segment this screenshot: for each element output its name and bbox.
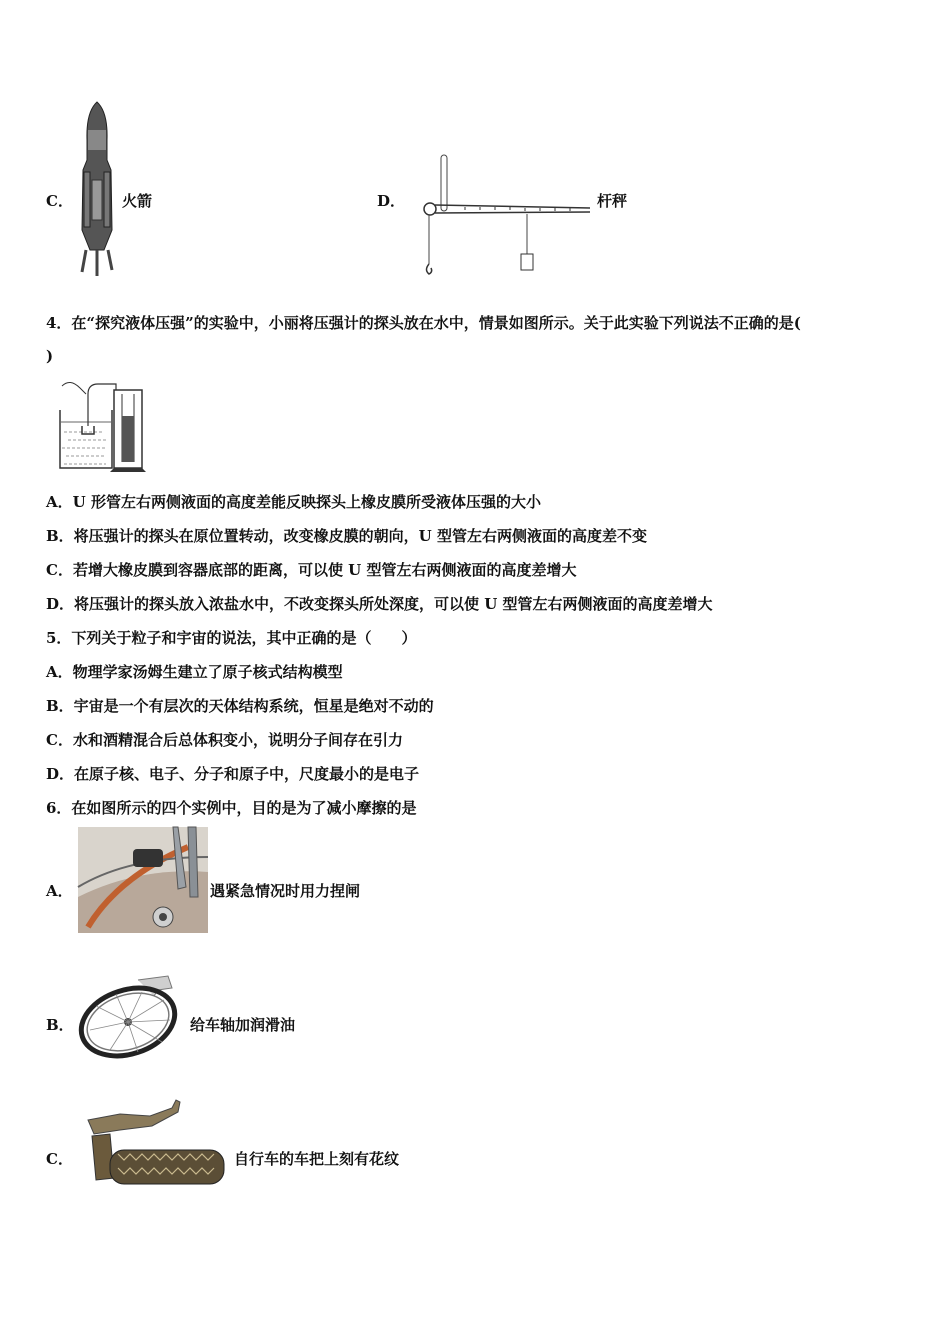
- q6-option-b-text: 给车轴加润滑油: [190, 1016, 296, 1034]
- steelyard-image: [405, 152, 595, 277]
- q6-option-c-text: 自行车的车把上刻有花纹: [234, 1150, 400, 1168]
- q6-option-c-letter: C．: [46, 1150, 73, 1168]
- q5-option-d: D．在原子核、电子、分子和原子中，尺度最小的是电子: [46, 765, 420, 783]
- handlebar-grip-image: [80, 1098, 230, 1188]
- rocket-image: [74, 100, 120, 278]
- q4-stem-line2: ): [46, 347, 54, 365]
- brake-image: [78, 827, 208, 933]
- q6-option-a-letter: A．: [46, 882, 73, 900]
- option-d-text: 杆秤: [597, 192, 628, 210]
- pressure-gauge-image: [54, 376, 150, 476]
- q4-stem-line1: 4．在“探究液体压强”的实验中，小丽将压强计的探头放在水中，情景如图所示。关于此实验下列说法不正确的是(: [46, 314, 801, 332]
- q5-option-b: B．宇宙是一个有层次的天体结构系统，恒星是绝对不动的: [46, 697, 434, 715]
- q6-option-a-text: 遇紧急情况时用力捏闸: [210, 882, 361, 900]
- q4-option-a: A．U 形管左右两侧液面的高度差能反映探头上橡皮膜所受液体压强的大小: [46, 493, 541, 511]
- bicycle-wheel-image: [76, 970, 188, 1060]
- q6-option-b-letter: B．: [46, 1016, 74, 1034]
- q4-option-d: D．将压强计的探头放入浓盐水中，不改变探头所处深度，可以使 U 型管左右两侧液面的高度差增大: [46, 595, 713, 613]
- q5-option-c: C．水和酒精混合后总体积变小，说明分子间存在引力: [46, 731, 403, 749]
- q4-option-c: C．若增大橡皮膜到容器底部的距离，可以使 U 型管左右两侧液面的高度差增大: [46, 561, 577, 579]
- option-d-letter: D．: [377, 192, 406, 210]
- q4-option-b: B．将压强计的探头在原位置转动，改变橡皮膜的朝向，U 型管左右两侧液面的高度差不变: [46, 527, 647, 545]
- option-c-text: 火箭: [122, 192, 153, 210]
- q5-stem: 5．下列关于粒子和宇宙的说法，其中正确的是（ ）: [46, 629, 417, 647]
- option-c-letter: C．: [46, 192, 73, 210]
- q6-stem: 6．在如图所示的四个实例中，目的是为了减小摩擦的是: [46, 799, 417, 817]
- q5-option-a: A．物理学家汤姆生建立了原子核式结构模型: [46, 663, 343, 681]
